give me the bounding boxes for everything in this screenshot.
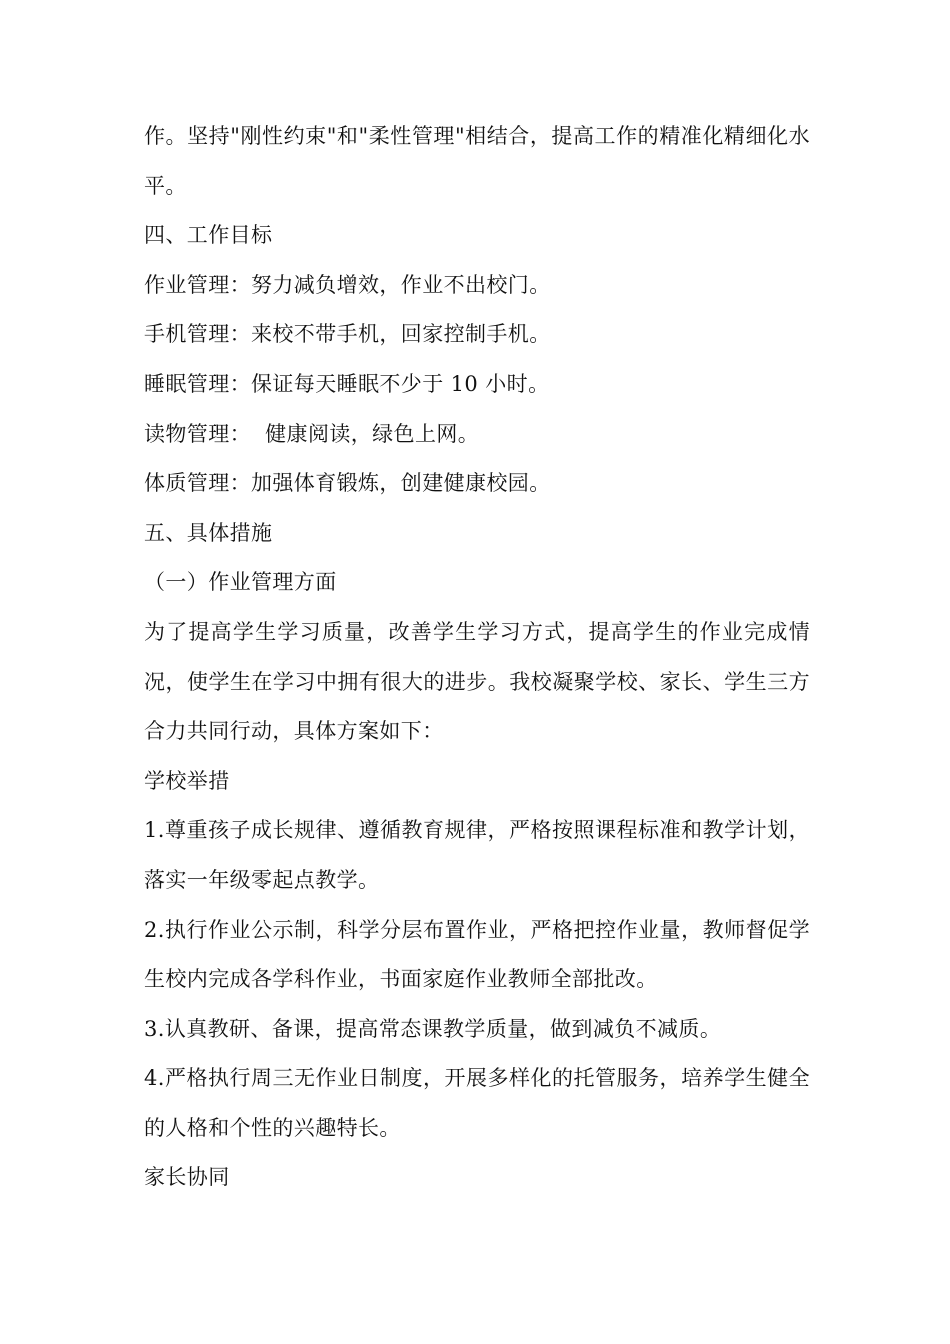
subsection-heading-homework: （一）作业管理方面	[144, 570, 337, 595]
document-body	[144, 112, 810, 1203]
section-heading-measures: 五、具体措施	[144, 520, 273, 545]
list-item-2: 2.执行作业公示制，科学分层布置作业，严格把控作业量，教师督促学生校内完成各学科作业，书面家庭作业教师全部批改。	[144, 917, 810, 992]
goal-sleep: 睡眠管理：保证每天睡眠不少于 10 小时。	[144, 371, 550, 396]
section-heading-goals: 四、工作目标	[144, 223, 273, 248]
subheading-parent-cooperation: 家长协同	[144, 1165, 230, 1190]
paragraph-intro: 为了提高学生学习质量，改善学生学习方式，提高学生的作业完成情况，使学生在学习中拥有很大的进步。我校凝聚学校、家长、学生三方合力共同行动，具体方案如下：	[144, 619, 810, 744]
paragraph-continuation: 作。坚持"刚性约束"和"柔性管理"相结合，提高工作的精准化精细化水平。	[144, 124, 810, 198]
list-item-1: 1.尊重孩子成长规律、遵循教育规律，严格按照课程标准和教学计划，落实一年级零起点教学。	[144, 818, 810, 892]
list-item-4: 4.严格执行周三无作业日制度，开展多样化的托管服务，培养学生健全的人格和个性的兴趣特长。	[144, 1066, 810, 1140]
goal-reading: 读物管理： 健康阅读，绿色上网。	[144, 421, 480, 446]
list-item-3: 3.认真教研、备课，提高常态课教学质量，做到减负不减质。	[144, 1016, 722, 1041]
goal-fitness: 体质管理：加强体育锻炼，创建健康校园。	[144, 471, 551, 496]
goal-phone: 手机管理：来校不带手机，回家控制手机。	[144, 322, 551, 347]
subheading-school-measures: 学校举措	[144, 768, 230, 793]
goal-homework: 作业管理：努力减负增效，作业不出校门。	[144, 272, 551, 297]
